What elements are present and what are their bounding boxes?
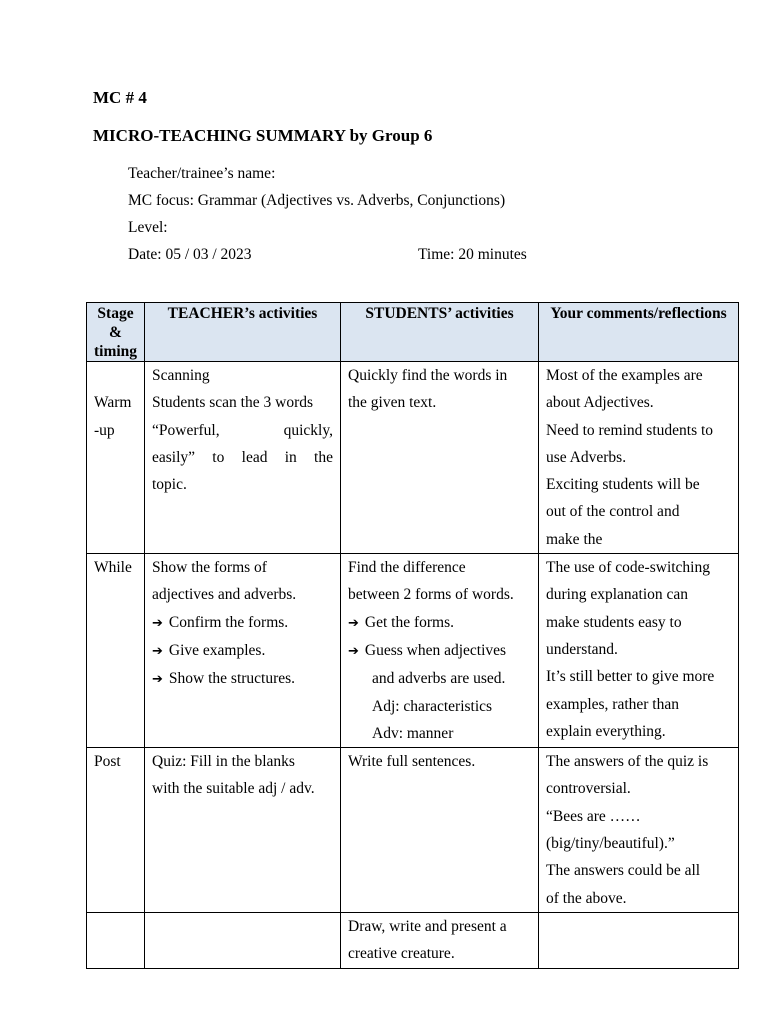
- teacher-name-label: Teacher/trainee’s name:: [128, 165, 276, 182]
- mc-focus: MC focus: Grammar (Adjectives vs. Adverbs, Conjunctions): [128, 192, 506, 209]
- header-stage: Stage & timing: [87, 303, 145, 362]
- teacher-activity-cell: Show the forms of adjectives and adverbs. ➔ Confirm the forms. ➔ Give examples. ➔ Show the structures.: [145, 554, 341, 748]
- arrow-bullet: ➔ Get the forms.: [348, 609, 531, 637]
- summary-table: [86, 302, 739, 969]
- header-teacher-activities: TEACHER’s activities: [145, 303, 341, 362]
- stage-cell: Post: [87, 748, 145, 913]
- table-header-row: [87, 303, 739, 362]
- mc-number: MC # 4: [93, 88, 147, 107]
- stage-cell: Warm -up: [87, 362, 145, 554]
- arrow-bullet: ➔ Give examples.: [152, 637, 333, 665]
- level-label: Level:: [128, 219, 168, 236]
- table-row-post: [87, 748, 739, 913]
- document-title: MICRO-TEACHING SUMMARY by Group 6: [93, 126, 433, 145]
- teacher-activity-cell: Scanning Students scan the 3 words “Powerful, quickly, easily” to lead in the topic.: [145, 362, 341, 554]
- comments-cell: The use of code-switching during explanation can make students easy to understand. It’s still better to give more examples, rather than explain everything.: [539, 554, 739, 748]
- date-label: Date: 05 / 03 / 2023: [128, 246, 252, 263]
- table-row-extra: [87, 912, 739, 968]
- teacher-activity-cell: Quiz: Fill in the blanks with the suitable adj / adv.: [145, 748, 341, 913]
- students-activity-cell: Find the difference between 2 forms of words. ➔ Get the forms. ➔ Guess when adjectives and adverbs are used. Adj: characteristics Adv: manner: [341, 554, 539, 748]
- comments-cell: [539, 912, 739, 968]
- header-comments: Your comments/reflections: [539, 303, 739, 362]
- header-students-activities: STUDENTS’ activities: [341, 303, 539, 362]
- arrow-bullet: ➔ Show the structures.: [152, 665, 333, 693]
- table-row-warmup: [87, 362, 739, 554]
- stage-cell: While: [87, 554, 145, 748]
- comments-cell: The answers of the quiz is controversial. “Bees are …… (big/tiny/beautiful).” The answers could be all of the above.: [539, 748, 739, 913]
- arrow-bullet: ➔ Confirm the forms.: [152, 609, 333, 637]
- students-activity-cell: Quickly find the words in the given text.: [341, 362, 539, 554]
- students-activity-cell: Draw, write and present a creative creature.: [341, 912, 539, 968]
- teacher-activity-cell: [145, 912, 341, 968]
- comments-cell: Most of the examples are about Adjectives. Need to remind students to use Adverbs. Exciting students will be out of the control and make the: [539, 362, 739, 554]
- arrow-bullet: ➔ Guess when adjectives: [348, 637, 531, 665]
- time-label: Time: 20 minutes: [418, 246, 527, 263]
- table-row-while: [87, 554, 739, 748]
- students-activity-cell: Write full sentences.: [341, 748, 539, 913]
- stage-cell: [87, 912, 145, 968]
